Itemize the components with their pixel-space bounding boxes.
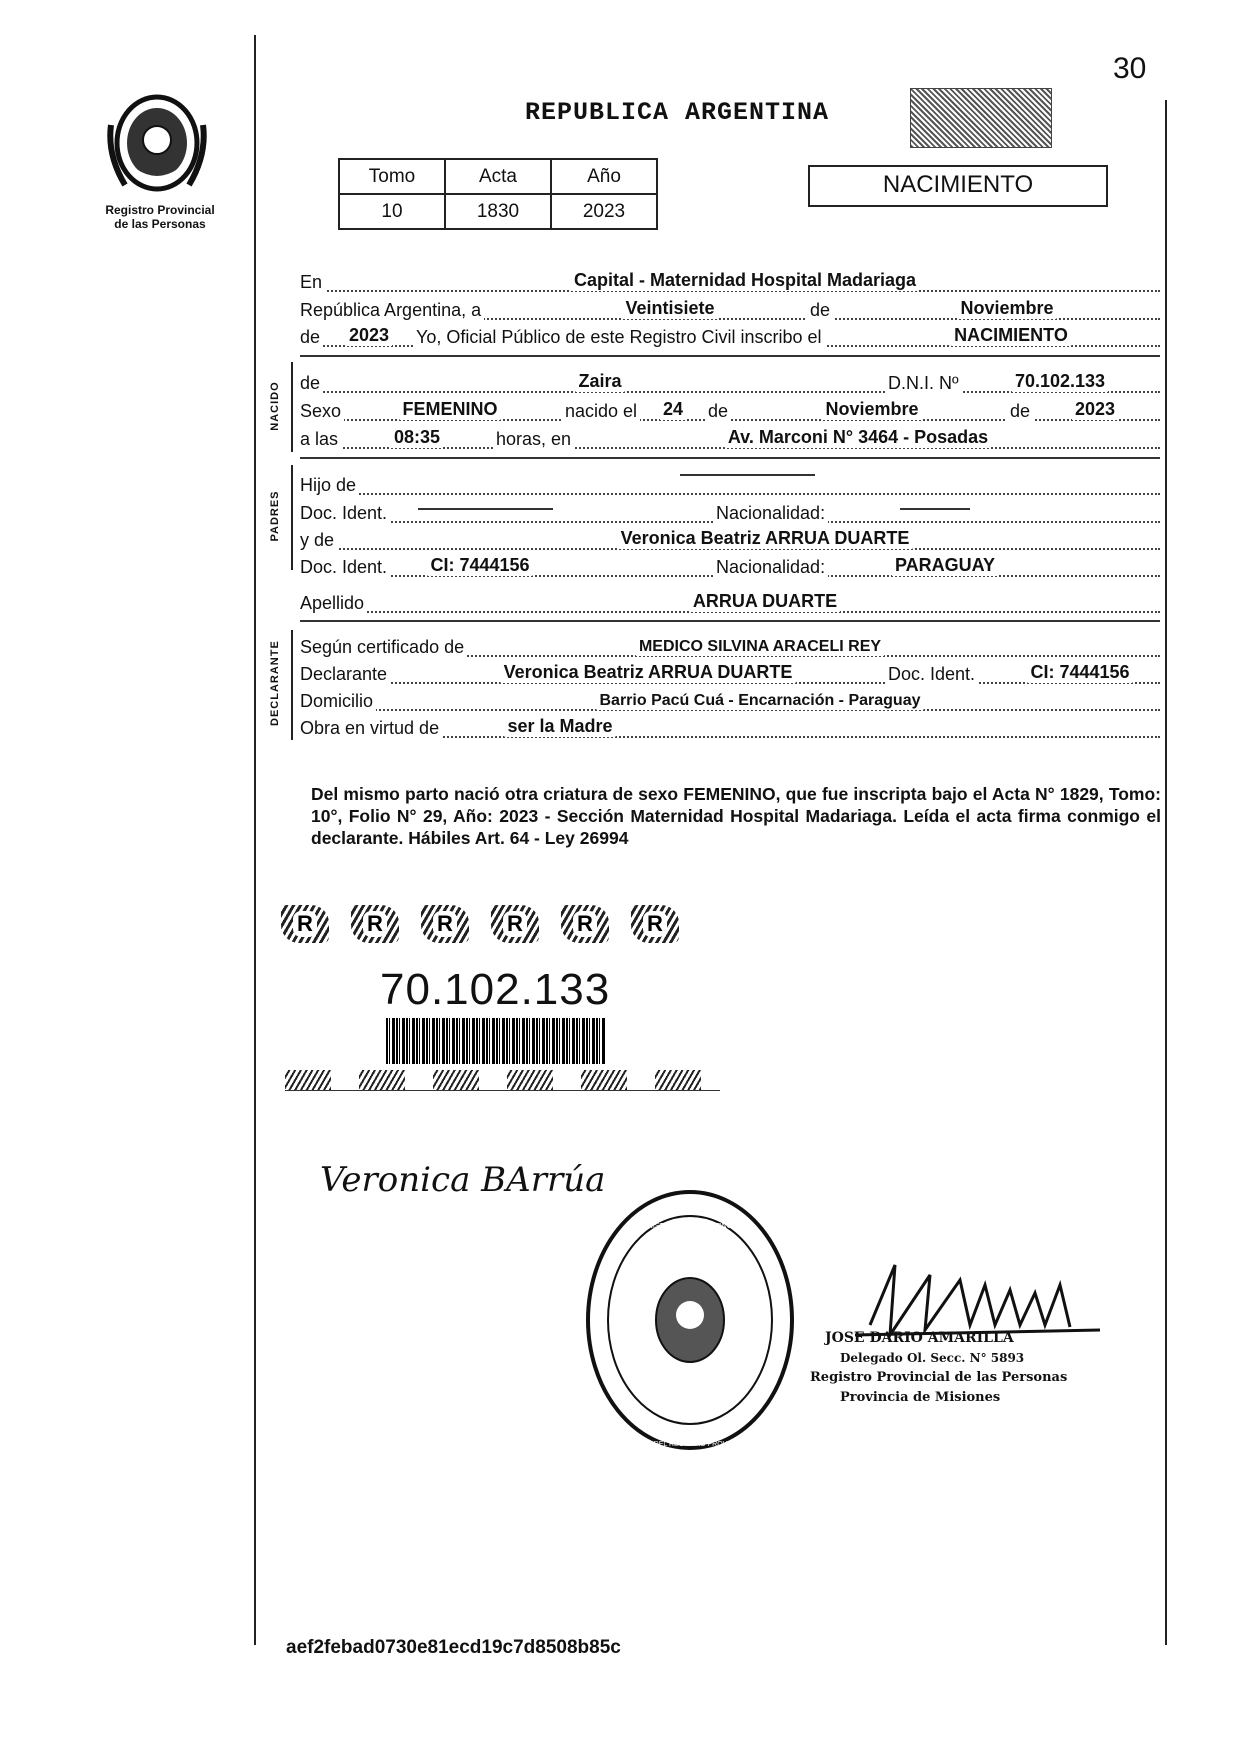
official-org: Registro Provincial de las Personas [810,1370,1068,1385]
birth-year-value: 2023 [1072,399,1118,420]
yo-text: Yo, Oficial Público de este Registro Civil inscribo el [413,327,825,348]
nac-blank-dash [900,508,970,510]
row-en [300,269,1160,296]
a-las-label: a las [300,429,341,450]
dni-number-large: 70.102.133 [380,965,611,1014]
nacido-section-label: NACIDO [269,381,281,431]
acta-value-ano: 2023 [551,194,657,229]
row-certificado [300,634,1160,661]
de-label: de [807,300,833,321]
nacido-el-label: nacido el [562,401,640,422]
dom-value: Barrio Pacú Cuá - Encarnación - Paraguay [597,692,924,710]
birth-month-value: Noviembre [822,399,921,420]
acta-table-header [339,159,657,194]
security-stamp [910,88,1052,148]
document-hash: aef2febad0730e81ecd19c7d8508b85c [286,1637,621,1658]
row-declarante [300,661,1160,688]
row-nacido-de [300,370,1160,397]
cert-label: Según certificado de [300,637,467,658]
birth-de-label-3: de [1007,401,1033,422]
separator-3 [300,620,1160,622]
seal-ring-text: DIRECC. GRAL. DEL REGISTRO PROVINCIAL DE LAS PERSONAS [600,1441,818,1448]
month-value: Noviembre [957,298,1056,319]
official-block [810,1328,1067,1408]
mother-nationality-value: PARAGUAY [892,555,998,576]
security-pattern-icon [655,1070,701,1090]
mother-value: Veronica Beatriz ARRUA DUARTE [618,528,913,549]
year-prefix-label: de [300,327,323,348]
year-value: 2023 [346,325,392,346]
official-province: Provincia de Misiones [840,1390,1001,1405]
birth-day-value: 24 [660,399,686,420]
obra-value: ser la Madre [504,716,615,737]
security-underline [285,1090,720,1091]
nacido-de-label: de [300,373,323,394]
security-pattern-icon [359,1070,405,1090]
doc-label-1: Doc. Ident. [300,503,390,524]
official-name: JOSE DARIO AMARILLA [825,1330,1014,1346]
nacido-bar [291,362,293,452]
row-yo [300,324,1160,351]
row-obra [300,715,1160,742]
registered-mark-icon: R [281,905,329,943]
acta-header-ano: Año [551,159,657,194]
registered-mark-icon: R [491,905,539,943]
misiones-shield-icon [105,85,210,200]
registered-mark-icon: R [421,905,469,943]
row-hijo [300,472,1160,499]
province-logo [105,85,210,200]
security-marks-bottom [285,1070,725,1092]
note-paragraph: Del mismo parto nació otra criatura de sexo FEMENINO, que fue inscripta bajo el Acta N° 1829, Tomo: 10°, Folio N° 29, Año: 2023 - Sección Maternidad Hospital Madariaga. Leída el acta firma conmigo el declarante. Hábiles Art. 64 - Ley 26994 [311,784,1161,848]
seal-inner-text: MINISTERIO DE GOBIERNO [640,1223,733,1230]
birth-de-label-2: de [705,401,731,422]
apellido-value: ARRUA DUARTE [690,591,840,612]
padres-bar [291,465,293,570]
registered-mark-icon: R [561,905,609,943]
registered-mark-icon: R [631,905,679,943]
child-name-value: Zaira [575,371,624,392]
mother-doc-value: CI: 7444156 [427,555,532,576]
acta-table-values [339,194,657,229]
separator-1 [300,355,1160,357]
time-value: 08:35 [391,427,443,448]
yde-label: y de [300,530,337,551]
apellido-label: Apellido [300,593,367,614]
dom-label: Domicilio [300,691,376,712]
decl-value: Veronica Beatriz ARRUA DUARTE [501,662,796,683]
declarante-section-label: DECLARANTE [269,640,281,726]
left-margin-line [254,35,256,1645]
security-pattern-icon [507,1070,553,1090]
decl-doc-value: CI: 7444156 [1027,662,1132,683]
decl-label: Declarante [300,664,390,685]
horas-label: horas, en [493,429,574,450]
en-label: En [300,272,325,293]
doc-label-2: Doc. Ident. [300,557,390,578]
obra-label: Obra en virtud de [300,718,442,739]
row-domicilio [300,688,1160,715]
hijo-label: Hijo de [300,475,359,496]
row-doc-2 [300,554,1160,581]
security-marks-top [281,905,721,943]
dni-label: D.N.I. Nº [885,373,962,394]
country-title: REPUBLICA ARGENTINA [525,98,830,127]
page-number: 30 [1113,52,1147,85]
inscribo-value: NACIMIENTO [951,325,1071,346]
row-republica [300,297,1160,324]
sexo-value: FEMENINO [399,399,500,420]
doc-blank-dash [418,508,553,510]
father-blank-dash [680,474,815,476]
republica-label: República Argentina, a [300,300,484,321]
acta-table [338,158,658,230]
declarante-bar [291,630,293,740]
en-value: Capital - Maternidad Hospital Madariaga [571,270,919,291]
security-pattern-icon [285,1070,331,1090]
decl-doc-label: Doc. Ident. [885,664,978,685]
nac-label-1: Nacionalidad: [713,503,828,524]
acta-header-acta: Acta [445,159,551,194]
declarant-signature: Veronica BArrúa [320,1160,606,1200]
security-pattern-icon [581,1070,627,1090]
day-word-value: Veintisiete [622,298,717,319]
barcode [386,1018,606,1064]
security-pattern-icon [433,1070,479,1090]
row-doc-1 [300,500,1160,527]
nac-label-2: Nacionalidad: [713,557,828,578]
official-role: Delegado Ol. Secc. N° 5893 [840,1351,1025,1365]
document-type-box: NACIMIENTO [808,165,1108,207]
padres-section-label: PADRES [269,490,281,542]
cert-value: MEDICO SILVINA ARACELI REY [636,638,884,656]
sexo-label: Sexo [300,401,344,422]
birth-place-value: Av. Marconi N° 3464 - Posadas [725,427,991,448]
official-seal [580,1183,818,1458]
right-margin-line [1165,100,1167,1645]
acta-value-acta: 1830 [445,194,551,229]
row-sexo [300,398,1160,425]
row-yde [300,527,1160,554]
registered-mark-icon: R [351,905,399,943]
acta-value-tomo: 10 [339,194,445,229]
acta-header-tomo: Tomo [339,159,445,194]
separator-2 [300,457,1160,459]
row-hora [300,426,1160,453]
registry-caption: Registro Provincial de las Personas [105,203,215,231]
dni-value: 70.102.133 [1012,371,1108,392]
row-apellido [300,590,1160,617]
